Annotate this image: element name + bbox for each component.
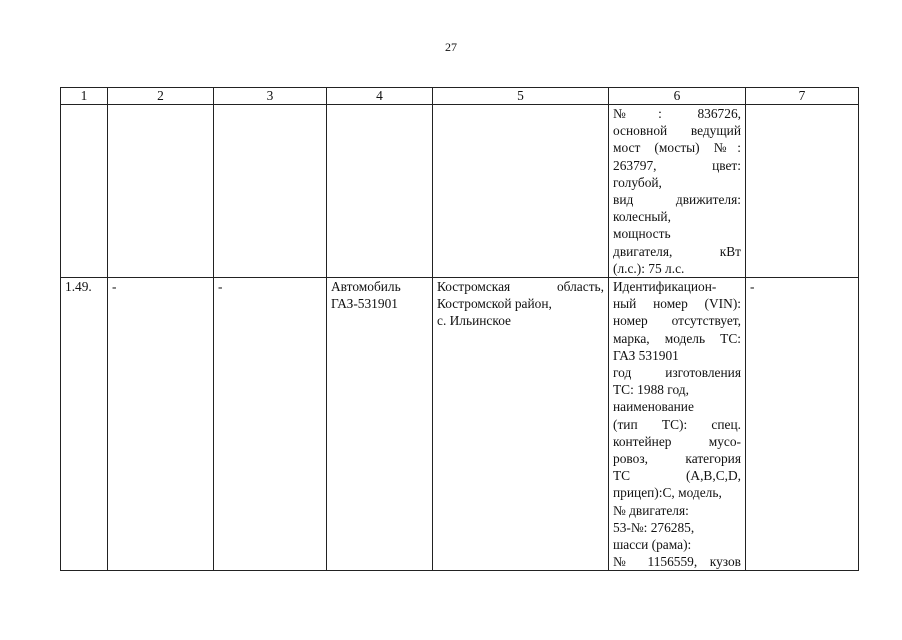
cell-item-number: 1.49. bbox=[61, 278, 108, 571]
text-line: марка, модель ТС: bbox=[613, 330, 741, 346]
text-line: ГАЗ-531901 bbox=[331, 296, 398, 312]
table-row-1-49 bbox=[61, 278, 859, 571]
text-line: голубой, bbox=[613, 174, 662, 190]
cell-col-7: - bbox=[746, 278, 859, 571]
text-line: год изготовления bbox=[613, 365, 741, 381]
text-line: мощность bbox=[613, 226, 671, 242]
text-line: двигателя, кВт bbox=[613, 243, 741, 259]
text-line: №: 836726, bbox=[613, 106, 741, 121]
text-line: № 1156559, кузов bbox=[613, 554, 741, 570]
page-number: 27 bbox=[445, 40, 457, 54]
text-line: наименование bbox=[613, 399, 694, 415]
cell-col-3: - bbox=[214, 278, 327, 571]
text-line: Идентификацион- bbox=[613, 279, 717, 295]
text-line: Костромская область, bbox=[437, 279, 604, 295]
text-line: вид движителя: bbox=[613, 192, 741, 208]
text-line: Автомобиль bbox=[331, 279, 401, 295]
text-line: ТС: 1988 год, bbox=[613, 382, 689, 398]
header-col-4: 4 bbox=[327, 88, 433, 105]
text-line: прицеп):С, модель, bbox=[613, 485, 722, 501]
header-col-5: 5 bbox=[433, 88, 609, 105]
text-line: 263797, цвет: bbox=[613, 157, 741, 173]
cell-vehicle-details bbox=[609, 278, 746, 571]
cell-col-2 bbox=[108, 105, 214, 278]
text-line: мост (мосты) №: bbox=[613, 140, 741, 156]
cell-col-4 bbox=[327, 105, 433, 278]
text-line: ТС (А,В,С,D, bbox=[613, 468, 741, 484]
header-col-3: 3 bbox=[214, 88, 327, 105]
cell-col-5 bbox=[433, 105, 609, 278]
text-line: ный номер (VIN): bbox=[613, 296, 741, 312]
cell-col-2: - bbox=[108, 278, 214, 571]
text-line: (л.с.): 75 л.с. bbox=[613, 260, 685, 276]
text-line: Костромской район, bbox=[437, 296, 552, 312]
cell-location bbox=[433, 278, 609, 571]
text-line: номер отсутствует, bbox=[613, 313, 741, 329]
cell-vehicle-details-continued bbox=[609, 105, 746, 278]
header-col-2: 2 bbox=[108, 88, 214, 105]
text-line: (тип ТС): спец. bbox=[613, 416, 741, 432]
text-line: основной ведущий bbox=[613, 123, 741, 139]
cell-col-3 bbox=[214, 105, 327, 278]
header-row bbox=[61, 88, 859, 105]
table-row-continuation bbox=[61, 105, 859, 278]
text-line: с. Ильинское bbox=[437, 313, 512, 329]
cell-col-1 bbox=[61, 105, 108, 278]
text-line: шасси (рама): bbox=[613, 537, 692, 553]
text-line: контейнер мусо- bbox=[613, 433, 741, 449]
text-line: 53-№: 276285, bbox=[613, 519, 695, 535]
header-col-7: 7 bbox=[746, 88, 859, 105]
header-col-1: 1 bbox=[61, 88, 108, 105]
header-col-6: 6 bbox=[609, 88, 746, 105]
text-line: ровоз, категория bbox=[613, 451, 741, 467]
text-line: № двигателя: bbox=[613, 502, 689, 518]
registry-table bbox=[60, 87, 859, 571]
cell-col-7 bbox=[746, 105, 859, 278]
text-line: ГАЗ 531901 bbox=[613, 347, 679, 363]
cell-vehicle-name bbox=[327, 278, 433, 571]
text-line: колесный, bbox=[613, 209, 671, 225]
